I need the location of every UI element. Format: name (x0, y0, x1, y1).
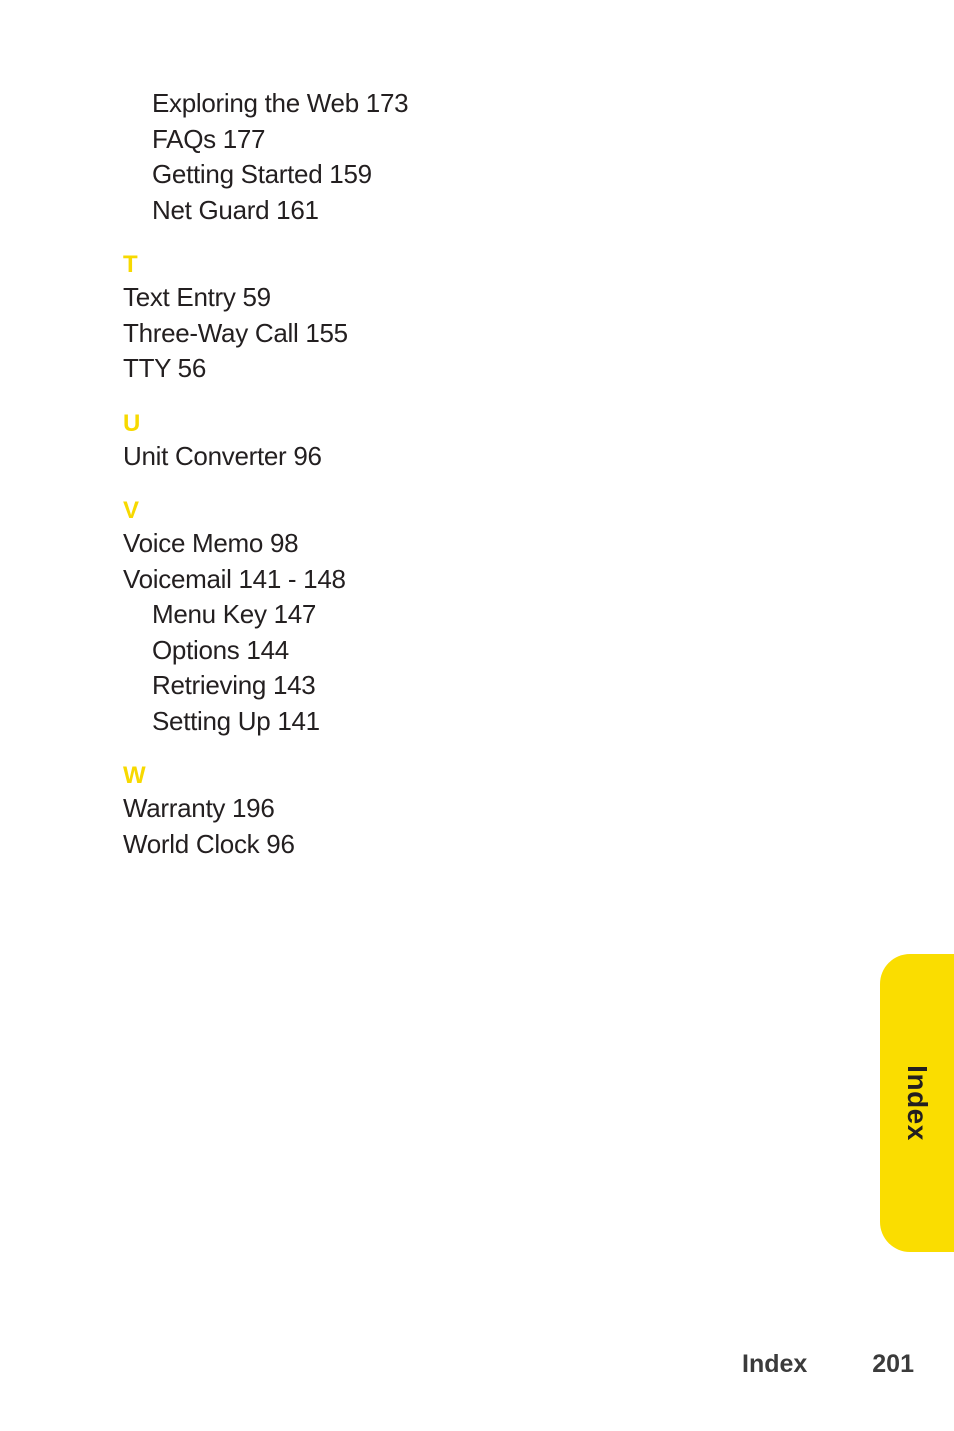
footer-section-title: Index (742, 1350, 808, 1378)
index-subentry: Retrieving 143 (152, 670, 316, 700)
index-subentry: Options 144 (152, 634, 289, 665)
index-subentry: FAQs 177 (152, 123, 266, 154)
index-subentry: Menu Key 147 (152, 599, 317, 629)
index-subentry: Setting Up 141 (152, 705, 320, 736)
page-footer (742, 1350, 914, 1379)
index-letter-heading: W (123, 762, 146, 789)
index-entry: Voice Memo 98 (123, 528, 299, 558)
index-entry: Warranty 196 (123, 793, 275, 823)
index-entry: World Clock 96 (123, 828, 295, 859)
index-subentry: Exploring the Web 173 (152, 88, 409, 118)
index-entry: TTY 56 (123, 353, 206, 383)
index-subentry: Getting Started 159 (152, 159, 372, 189)
index-letter-heading: T (123, 251, 138, 278)
index-entry: Three-Way Call 155 (123, 317, 348, 348)
index-entry: Text Entry 59 (123, 282, 271, 312)
index-entry: Voicemail 141 - 148 (123, 563, 346, 594)
index-letter-heading: U (123, 409, 141, 437)
index-subentry: Net Guard 161 (152, 194, 319, 225)
index-entry: Unit Converter 96 (123, 440, 322, 471)
index-letter-heading: V (123, 497, 140, 524)
section-tab-label: Index (902, 1065, 933, 1141)
page-number: 201 (872, 1350, 914, 1378)
index-list (123, 86, 723, 862)
section-tab (880, 954, 954, 1252)
